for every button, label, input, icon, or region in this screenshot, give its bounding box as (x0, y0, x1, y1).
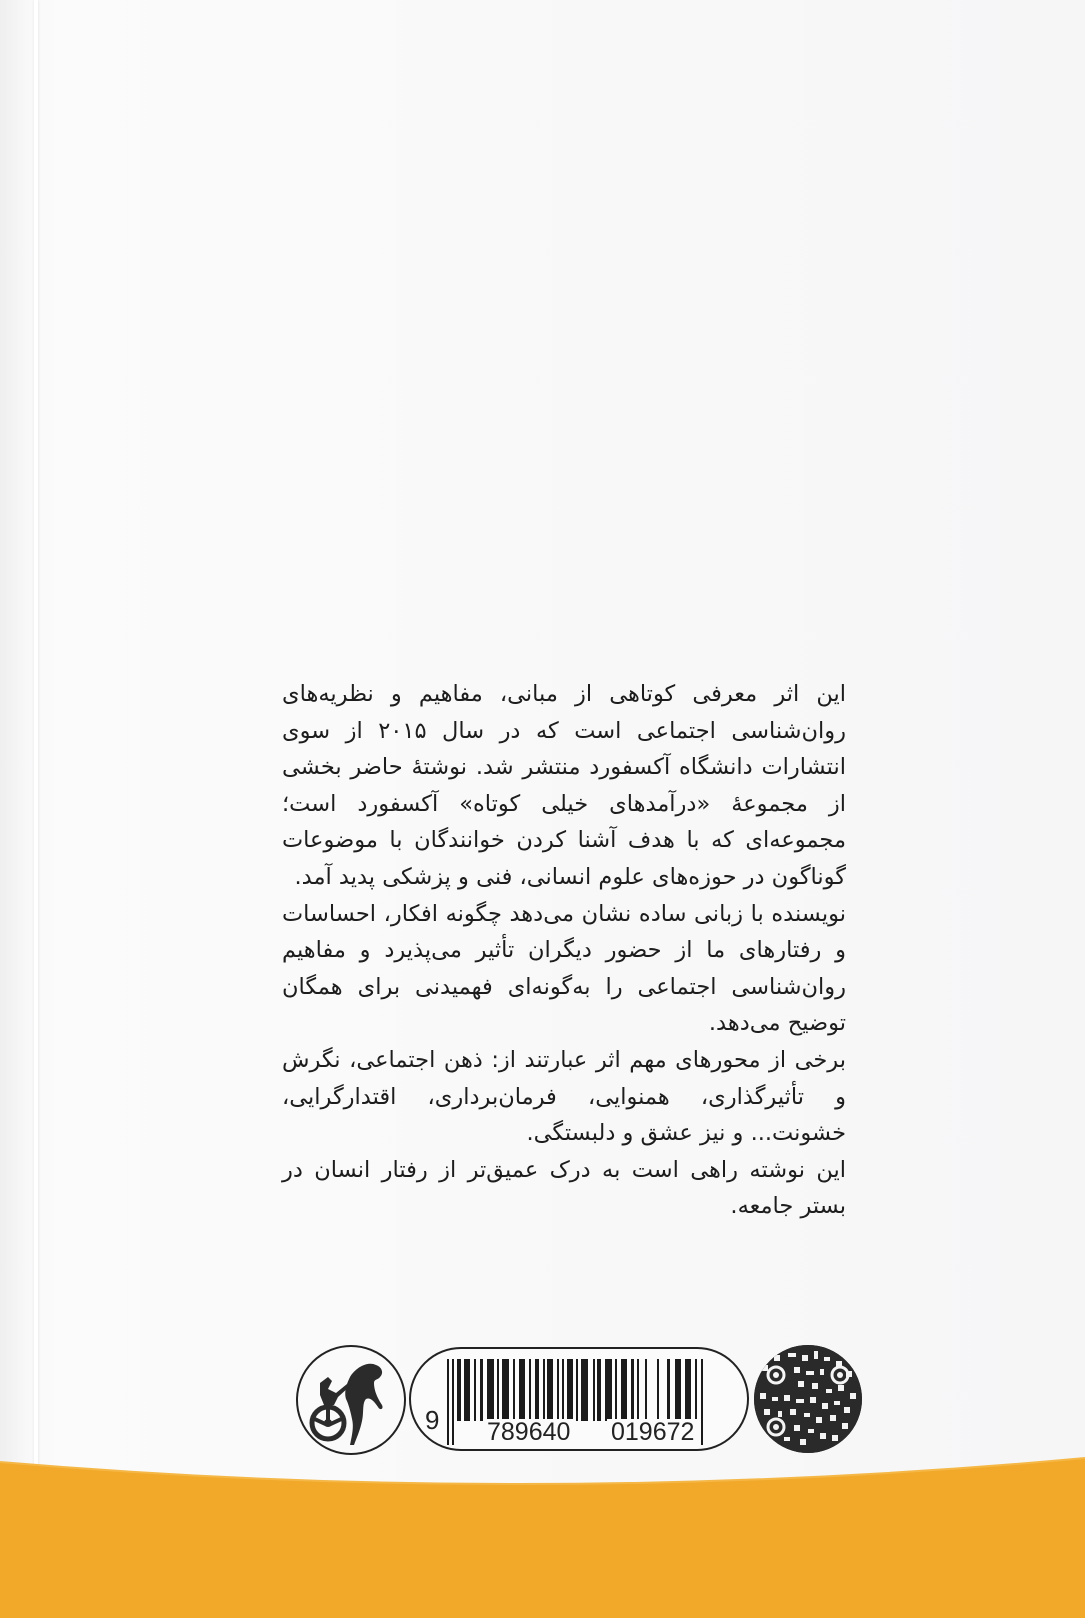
barcode-right-digits: 019672 (607, 1419, 698, 1445)
blurb-paragraph-1: این اثر معرفی کوتاهی از مبانی، مفاهیم و نظریه‌های روان‌شناسی اجتماعی است که در سال ۲۰۱۵ از سوی انتشارات دانشگاه آکسفورد منتشر شد. نوشتهٔ حاضر بخشی از مجموعهٔ «درآمدهای خیلی کوتاه» آکسفورد است؛ مجموعه‌ای که با هدف آشنا کردن خوانندگان با موضوعات گوناگون در حوزه‌های علوم انسانی، فنی و پزشکی پدید آمد. (282, 681, 846, 890)
isbn-barcode (409, 1347, 749, 1451)
chariot-horse-logo-icon (296, 1345, 406, 1455)
barcode-prefix-digit: 9 (425, 1405, 440, 1435)
qr-code-icon (754, 1345, 862, 1453)
barcode-left-digits: 789640 (483, 1419, 574, 1445)
blurb-paragraph-3: برخی از محورهای مهم اثر عبارتند از: ذهن اجتماعی، نگرش و تأثیرگذاری، همنوایی، فرمان‌برداری، اقتدارگرایی، خشونت... و نیز عشق و دلبستگی. (282, 1046, 846, 1147)
blurb-paragraph-2: نویسنده با زبانی ساده نشان می‌دهد چگونه افکار، احساسات و رفتارهای ما از حضور دیگران تأثیر می‌پذیرد و مفاهیم روان‌شناسی اجتماعی را به‌گونه‌ای فهمیدنی برای همگان توضیح می‌دهد. (282, 900, 846, 1037)
back-cover-blurb (282, 676, 846, 1225)
orange-footer-band (0, 1450, 1085, 1618)
spine-fold-line (34, 0, 38, 1618)
blurb-paragraph-4: این نوشته راهی است به درک عمیق‌تر از رفتار انسان در بستر جامعه. (282, 1156, 846, 1220)
publisher-strip (296, 1345, 876, 1446)
